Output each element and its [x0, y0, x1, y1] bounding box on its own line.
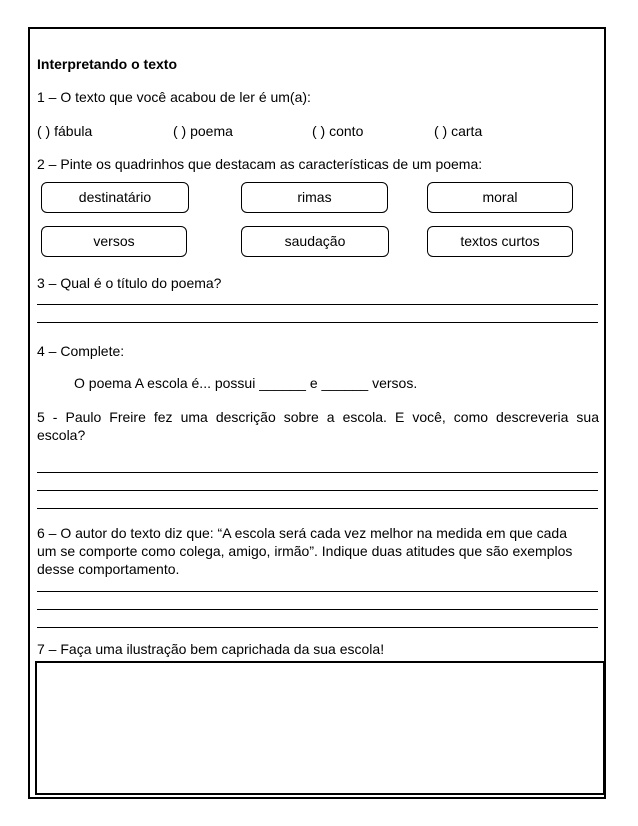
box-rimas[interactable]: rimas — [241, 182, 388, 213]
option-fabula[interactable]: ( ) fábula — [37, 123, 93, 139]
answer-line[interactable] — [37, 490, 598, 491]
question-5-line-2: escola? — [37, 427, 86, 443]
option-carta[interactable]: ( ) carta — [434, 123, 483, 139]
box-textos-curtos[interactable]: textos curtos — [427, 226, 573, 257]
box-moral[interactable]: moral — [427, 182, 573, 213]
answer-line[interactable] — [37, 609, 598, 610]
question-5-line-1: 5 - Paulo Freire fez uma descrição sobre a escola. E você, como descreveria sua — [37, 409, 599, 425]
answer-line[interactable] — [37, 508, 598, 509]
box-destinatario[interactable]: destinatário — [41, 182, 189, 213]
box-versos[interactable]: versos — [41, 226, 187, 257]
answer-line[interactable] — [37, 304, 598, 305]
question-4-sentence: O poema A escola é... possui ______ e ______ versos. — [74, 375, 418, 391]
option-poema[interactable]: ( ) poema — [173, 123, 233, 139]
answer-line[interactable] — [37, 591, 598, 592]
answer-line[interactable] — [37, 627, 598, 628]
worksheet-title: Interpretando o texto — [37, 56, 178, 72]
question-6-line-3: desse comportamento. — [37, 561, 180, 577]
illustration-area[interactable] — [35, 661, 605, 795]
box-saudacao[interactable]: saudação — [241, 226, 389, 257]
question-4: 4 – Complete: — [37, 343, 125, 359]
option-conto[interactable]: ( ) conto — [312, 123, 364, 139]
question-3: 3 – Qual é o título do poema? — [37, 275, 222, 291]
question-6-line-1: 6 – O autor do texto diz que: “A escola será cada vez melhor na medida em que cada — [37, 525, 567, 541]
question-2: 2 – Pinte os quadrinhos que destacam as características de um poema: — [37, 156, 483, 172]
question-1: 1 – O texto que você acabou de ler é um(a): — [37, 89, 311, 105]
question-7: 7 – Faça uma ilustração bem caprichada da sua escola! — [37, 641, 385, 657]
answer-line[interactable] — [37, 472, 598, 473]
answer-line[interactable] — [37, 322, 598, 323]
question-6-line-2: um se comporte como colega, amigo, irmão”. Indique duas atitudes que são exemplos — [37, 543, 573, 559]
